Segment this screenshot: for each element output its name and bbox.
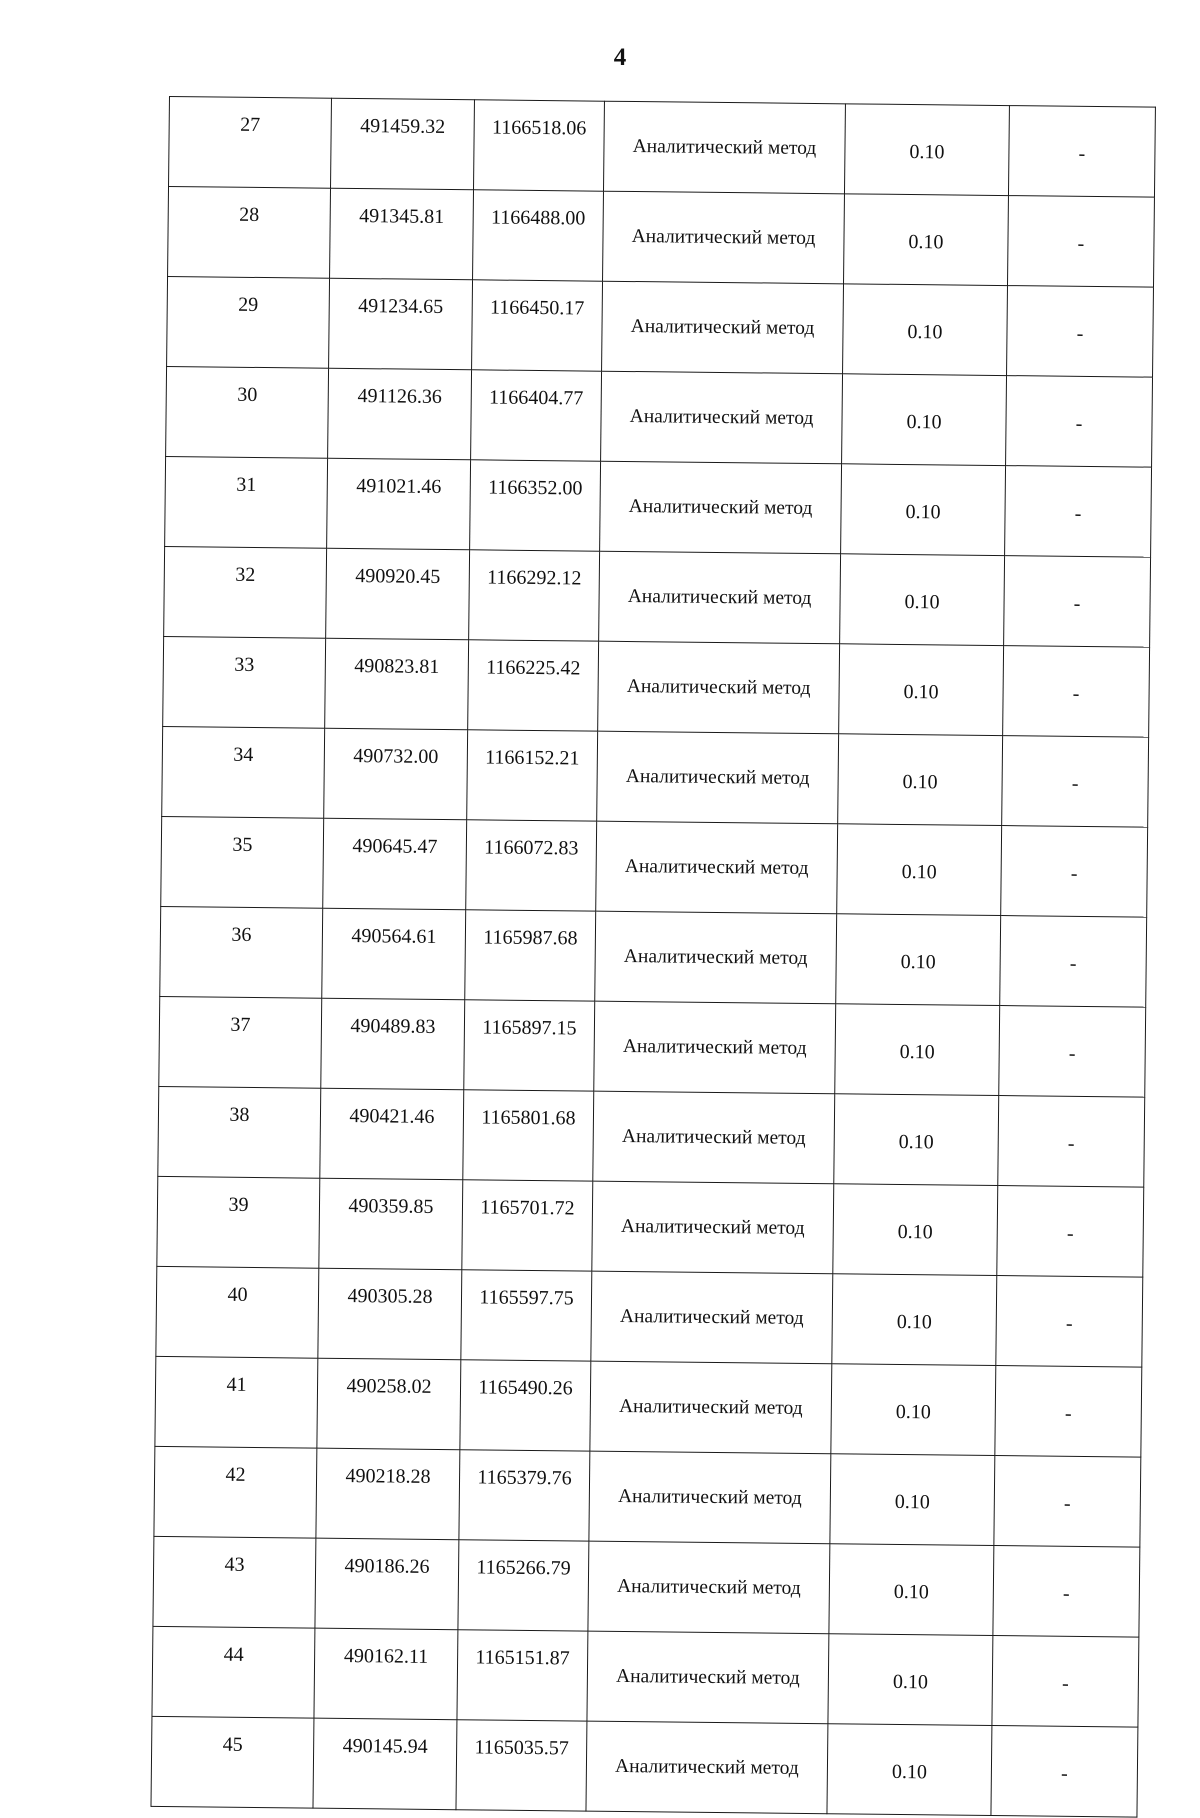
note-cell: - xyxy=(1004,556,1151,648)
y-coordinate-cell: 1166072.83 xyxy=(466,820,597,911)
accuracy-cell: 0.10 xyxy=(844,194,1009,286)
x-coordinate-cell: 490258.02 xyxy=(317,1358,461,1450)
method-cell: Аналитический метод xyxy=(598,641,840,734)
y-coordinate-cell: 1166352.00 xyxy=(470,460,601,551)
note-cell: - xyxy=(992,1636,1139,1728)
x-coordinate-cell: 490218.28 xyxy=(316,1448,460,1540)
method-cell: Аналитический метод xyxy=(599,551,841,644)
method-cell: Аналитический метод xyxy=(600,461,842,554)
method-cell: Аналитический метод xyxy=(596,821,838,914)
method-cell: Аналитический метод xyxy=(601,371,843,464)
x-coordinate-cell: 491234.65 xyxy=(329,278,473,370)
table-row xyxy=(155,1356,1142,1457)
method-cell: Аналитический метод xyxy=(587,1631,829,1724)
accuracy-cell: 0.10 xyxy=(843,284,1008,376)
accuracy-cell: 0.10 xyxy=(831,1364,996,1456)
y-coordinate-cell: 1165490.26 xyxy=(460,1360,591,1451)
accuracy-cell: 0.10 xyxy=(839,644,1004,736)
point-number-cell: 41 xyxy=(155,1356,318,1448)
point-number-cell: 29 xyxy=(167,276,330,368)
table-row xyxy=(162,726,1149,827)
point-number-cell: 31 xyxy=(165,456,328,548)
note-cell: - xyxy=(997,1186,1144,1278)
note-cell: - xyxy=(1006,376,1153,468)
x-coordinate-cell: 490421.46 xyxy=(320,1088,464,1180)
point-number-cell: 44 xyxy=(152,1626,315,1718)
note-cell: - xyxy=(993,1546,1140,1638)
method-cell: Аналитический метод xyxy=(586,1721,828,1814)
note-cell: - xyxy=(1000,916,1147,1008)
y-coordinate-cell: 1165701.72 xyxy=(462,1180,593,1271)
accuracy-cell: 0.10 xyxy=(829,1544,994,1636)
method-cell: Аналитический метод xyxy=(603,101,845,194)
y-coordinate-cell: 1166488.00 xyxy=(473,190,604,281)
table-row xyxy=(157,1176,1144,1277)
y-coordinate-cell: 1166404.77 xyxy=(471,370,602,461)
method-cell: Аналитический метод xyxy=(590,1361,832,1454)
x-coordinate-cell: 490145.94 xyxy=(313,1718,457,1810)
point-number-cell: 33 xyxy=(163,636,326,728)
method-cell: Аналитический метод xyxy=(589,1451,831,1544)
point-number-cell: 35 xyxy=(161,816,324,908)
x-coordinate-cell: 491126.36 xyxy=(328,368,472,460)
point-number-cell: 30 xyxy=(166,366,329,458)
x-coordinate-cell: 490732.00 xyxy=(324,728,468,820)
accuracy-cell: 0.10 xyxy=(830,1454,995,1546)
point-number-cell: 27 xyxy=(169,97,332,189)
method-cell: Аналитический метод xyxy=(595,911,837,1004)
x-coordinate-cell: 490489.83 xyxy=(321,998,465,1090)
y-coordinate-cell: 1165987.68 xyxy=(465,910,596,1001)
x-coordinate-cell: 490564.61 xyxy=(322,908,466,1000)
note-cell: - xyxy=(1005,466,1152,558)
coordinates-table-wrapper xyxy=(150,96,1154,1818)
x-coordinate-cell: 490186.26 xyxy=(315,1538,459,1630)
note-cell: - xyxy=(1002,736,1149,828)
y-coordinate-cell: 1166518.06 xyxy=(474,100,605,191)
y-coordinate-cell: 1165379.76 xyxy=(459,1450,590,1541)
y-coordinate-cell: 1165035.57 xyxy=(456,1720,587,1811)
table-row xyxy=(151,1716,1138,1817)
note-cell: - xyxy=(1003,646,1150,738)
note-cell: - xyxy=(1001,826,1148,918)
method-cell: Аналитический метод xyxy=(597,731,839,824)
note-cell: - xyxy=(1008,106,1155,198)
note-cell: - xyxy=(995,1366,1142,1458)
y-coordinate-cell: 1166450.17 xyxy=(472,280,603,371)
point-number-cell: 28 xyxy=(168,187,331,279)
method-cell: Аналитический метод xyxy=(588,1541,830,1634)
point-number-cell: 32 xyxy=(164,546,327,638)
accuracy-cell: 0.10 xyxy=(841,464,1006,556)
note-cell: - xyxy=(1007,196,1154,288)
point-number-cell: 43 xyxy=(153,1536,316,1628)
table-row xyxy=(161,816,1148,917)
y-coordinate-cell: 1166292.12 xyxy=(469,550,600,641)
accuracy-cell: 0.10 xyxy=(832,1274,997,1366)
table-row xyxy=(168,187,1155,288)
point-number-cell: 40 xyxy=(156,1266,319,1358)
accuracy-cell: 0.10 xyxy=(836,914,1001,1006)
accuracy-cell: 0.10 xyxy=(842,374,1007,466)
accuracy-cell: 0.10 xyxy=(828,1634,993,1726)
coordinates-table xyxy=(150,96,1155,1818)
point-number-cell: 39 xyxy=(157,1176,320,1268)
table-row xyxy=(169,97,1156,198)
method-cell: Аналитический метод xyxy=(602,281,844,374)
x-coordinate-cell: 491021.46 xyxy=(327,458,471,550)
note-cell: - xyxy=(991,1726,1138,1818)
accuracy-cell: 0.10 xyxy=(827,1724,992,1816)
y-coordinate-cell: 1166225.42 xyxy=(468,640,599,731)
y-coordinate-cell: 1165597.75 xyxy=(461,1270,592,1361)
x-coordinate-cell: 490359.85 xyxy=(319,1178,463,1270)
note-cell: - xyxy=(999,1006,1146,1098)
y-coordinate-cell: 1166152.21 xyxy=(467,730,598,821)
x-coordinate-cell: 490645.47 xyxy=(323,818,467,910)
y-coordinate-cell: 1165151.87 xyxy=(457,1630,588,1721)
method-cell: Аналитический метод xyxy=(593,1091,835,1184)
point-number-cell: 34 xyxy=(162,726,325,818)
y-coordinate-cell: 1165897.15 xyxy=(464,1000,595,1091)
accuracy-cell: 0.10 xyxy=(835,1004,1000,1096)
table-row xyxy=(156,1266,1143,1367)
table-row xyxy=(154,1446,1141,1547)
point-number-cell: 36 xyxy=(160,906,323,998)
point-number-cell: 37 xyxy=(159,996,322,1088)
coordinates-table-body xyxy=(151,97,1155,1818)
method-cell: Аналитический метод xyxy=(594,1001,836,1094)
method-cell: Аналитический метод xyxy=(603,191,845,284)
x-coordinate-cell: 490305.28 xyxy=(318,1268,462,1360)
method-cell: Аналитический метод xyxy=(591,1271,833,1364)
table-row xyxy=(166,366,1153,467)
table-row xyxy=(153,1536,1140,1637)
y-coordinate-cell: 1165801.68 xyxy=(463,1090,594,1181)
table-row xyxy=(152,1626,1139,1727)
accuracy-cell: 0.10 xyxy=(834,1094,999,1186)
point-number-cell: 45 xyxy=(151,1716,314,1808)
point-number-cell: 42 xyxy=(154,1446,317,1538)
table-row xyxy=(163,636,1150,737)
note-cell: - xyxy=(994,1456,1141,1548)
table-row xyxy=(159,996,1146,1097)
note-cell: - xyxy=(996,1276,1143,1368)
x-coordinate-cell: 491345.81 xyxy=(330,188,474,280)
accuracy-cell: 0.10 xyxy=(844,104,1009,196)
accuracy-cell: 0.10 xyxy=(838,734,1003,826)
accuracy-cell: 0.10 xyxy=(840,554,1005,646)
note-cell: - xyxy=(1007,286,1154,378)
table-row xyxy=(160,906,1147,1007)
y-coordinate-cell: 1165266.79 xyxy=(458,1540,589,1631)
table-row xyxy=(167,276,1154,377)
accuracy-cell: 0.10 xyxy=(837,824,1002,916)
page-number: 4 xyxy=(613,44,627,71)
x-coordinate-cell: 491459.32 xyxy=(331,98,475,190)
method-cell: Аналитический метод xyxy=(592,1181,834,1274)
accuracy-cell: 0.10 xyxy=(833,1184,998,1276)
table-row xyxy=(164,546,1151,647)
note-cell: - xyxy=(998,1096,1145,1188)
x-coordinate-cell: 490162.11 xyxy=(314,1628,458,1720)
table-row xyxy=(165,456,1152,557)
x-coordinate-cell: 490823.81 xyxy=(325,638,469,730)
x-coordinate-cell: 490920.45 xyxy=(326,548,470,640)
point-number-cell: 38 xyxy=(158,1086,321,1178)
table-row xyxy=(158,1086,1145,1187)
